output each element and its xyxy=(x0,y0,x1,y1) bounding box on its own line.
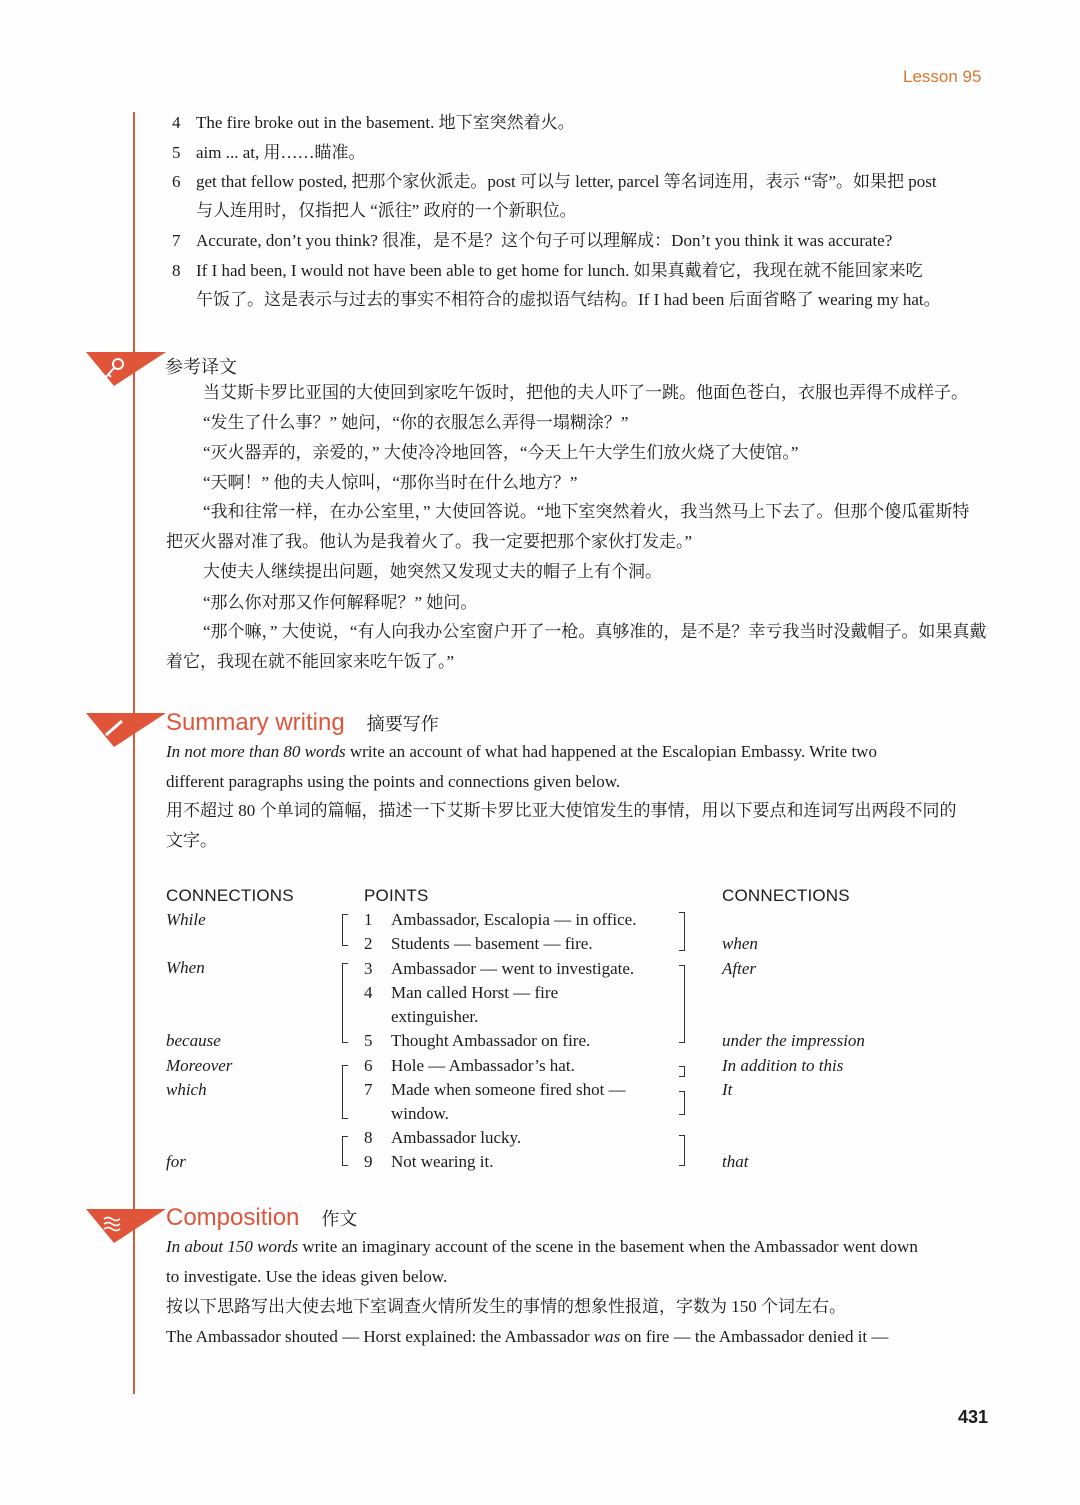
right-connection: In addition to this xyxy=(722,1056,844,1075)
note-line: If I had been, I would not have been able to get home for lunch. 如果真戴着它，我现在就不能回家来吃 xyxy=(196,261,923,280)
left-connection: because xyxy=(166,1031,221,1050)
page-number: 431 xyxy=(958,1407,989,1427)
right-connection: when xyxy=(722,934,758,953)
note-line: The fire broke out in the basement. 地下室突然着火。 xyxy=(196,113,575,132)
point-text: Hole — Ambassador’s hat. xyxy=(391,1056,575,1075)
translation-line: 大使夫人继续提出问题，她突然又发现丈夫的帽子上有个洞。 xyxy=(203,562,662,581)
left-bracket xyxy=(342,914,348,946)
point-number: 4 xyxy=(364,983,373,1002)
note-line: get that fellow posted, 把那个家伙派走。post 可以与 letter, parcel 等名词连用，表示 “寄”。如果把 post xyxy=(196,172,937,191)
summary-instruction-cn: 用不超过 80 个单词的篇幅，描述一下艾斯卡罗比亚大使馆发生的事情，用以下要点和连词写出两段不同的 xyxy=(166,801,957,820)
left-connection: While xyxy=(166,910,206,929)
summary-word-limit: In not more than 80 words xyxy=(166,742,346,761)
key-icon xyxy=(86,350,166,388)
translation-line: 把灭火器对准了我。他认为是我着火了。我一定要把那个家伙打发走。” xyxy=(166,532,693,551)
translation-line: “天啊！” 他的夫人惊叫，“那你当时在什么地方？” xyxy=(203,473,578,492)
note-number: 6 xyxy=(172,172,181,191)
point-text: Ambassador, Escalopia — in office. xyxy=(391,910,637,929)
pencil-icon xyxy=(86,711,166,749)
summary-instruction-text: write an account of what had happened at the Escalopian Embassy. Write two xyxy=(345,742,877,761)
left-connection: which xyxy=(166,1080,207,1099)
right-bracket xyxy=(679,912,685,951)
wave-icon xyxy=(86,1207,166,1245)
right-bracket xyxy=(679,965,685,1043)
note-line: 午饭了。这是表示与过去的事实不相符合的虚拟语气结构。If I had been 后面省略了 wearing my hat。 xyxy=(196,290,941,309)
point-text: Not wearing it. xyxy=(391,1152,494,1171)
point-number: 8 xyxy=(364,1128,373,1147)
composition-heading xyxy=(166,1204,357,1232)
composition-instruction-line2: to investigate. Use the ideas given below. xyxy=(166,1267,448,1286)
composition-instruction-cn: 按以下思路写出大使去地下室调查火情所发生的事情的想象性报道，字数为 150 个词左右。 xyxy=(166,1297,846,1316)
right-connection: After xyxy=(722,959,756,978)
note-line: Accurate, don’t you think? 很准，是不是？这个句子可以理解成：Don’t you think it was accurate? xyxy=(196,231,893,250)
summary-instruction-line2: different paragraphs using the points and connections given below. xyxy=(166,772,621,791)
composition-title: Composition xyxy=(166,1204,300,1231)
connections-header-left: CONNECTIONS xyxy=(166,886,294,905)
summary-instruction xyxy=(166,742,877,762)
right-bracket xyxy=(679,1135,685,1166)
left-bracket xyxy=(342,963,348,1043)
translation-line: “我和往常一样，在办公室里，” 大使回答说。“地下室突然着火，我当然马上下去了。但那个傻瓜霍斯特 xyxy=(203,502,970,521)
point-text-cont: extinguisher. xyxy=(391,1007,479,1026)
point-text: Man called Horst — fire xyxy=(391,983,559,1002)
summary-heading xyxy=(166,709,439,737)
point-number: 7 xyxy=(364,1080,373,1099)
note-line: aim ... at, 用……瞄准。 xyxy=(196,143,366,162)
translation-line: 着它，我现在就不能回家来吃午饭了。” xyxy=(166,652,455,671)
right-connection: under the impression xyxy=(722,1031,865,1050)
right-bracket xyxy=(679,1066,685,1077)
point-text: Ambassador — went to investigate. xyxy=(391,959,635,978)
note-number: 7 xyxy=(172,231,181,250)
point-number: 5 xyxy=(364,1031,373,1050)
left-connection: Moreover xyxy=(166,1056,233,1075)
point-text: Made when someone fired shot — xyxy=(391,1080,626,1099)
composition-word-limit: In about 150 words xyxy=(166,1237,299,1256)
point-text: Ambassador lucky. xyxy=(391,1128,522,1147)
lesson-label: Lesson 95 xyxy=(903,67,982,86)
point-text: Thought Ambassador on fire. xyxy=(391,1031,591,1050)
left-bracket xyxy=(342,1065,348,1119)
right-bracket xyxy=(679,1091,685,1115)
composition-instruction-text: write an imaginary account of the scene in the basement when the Ambassador went down xyxy=(298,1237,918,1256)
composition-title-cn: 作文 xyxy=(321,1209,358,1230)
translation-line: “灭火器弄的，亲爱的，” 大使冷冷地回答，“今天上午大学生们放火烧了大使馆。” xyxy=(203,443,799,462)
translation-line: 当艾斯卡罗比亚国的大使回到家吃午饭时，把他的夫人吓了一跳。他面色苍白，衣服也弄得不成样子。 xyxy=(203,383,968,402)
translation-line: “那个嘛，” 大使说，“有人向我办公室窗户开了一枪。真够准的，是不是？幸亏我当时没戴帽子。如果真戴 xyxy=(203,622,987,641)
translation-line: “那么你对那又作何解释呢？” 她问。 xyxy=(203,593,478,612)
point-number: 6 xyxy=(364,1056,373,1075)
summary-title: Summary writing xyxy=(166,709,345,736)
composition-instruction xyxy=(166,1237,918,1257)
note-line: 与人连用时，仅指把人 “派往” 政府的一个新职位。 xyxy=(196,201,577,220)
point-number: 9 xyxy=(364,1152,373,1171)
connections-header-right: CONNECTIONS xyxy=(722,886,850,905)
left-bracket xyxy=(342,1136,348,1166)
note-number: 8 xyxy=(172,261,181,280)
point-text-cont: window. xyxy=(391,1104,449,1123)
translation-line: “发生了什么事？” 她问，“你的衣服怎么弄得一塌糊涂？” xyxy=(203,413,629,432)
left-connection: for xyxy=(166,1152,186,1171)
composition-ideas-text: The Ambassador shouted — Horst explained: the Ambassador xyxy=(166,1327,594,1346)
right-connection: It xyxy=(722,1080,733,1099)
points-header: POINTS xyxy=(364,886,429,905)
summary-instruction-cn-line2: 文字。 xyxy=(166,831,217,850)
margin-rule xyxy=(133,112,135,1394)
point-number: 1 xyxy=(364,910,373,929)
translation-title: 参考译文 xyxy=(165,357,237,378)
point-number: 2 xyxy=(364,934,373,953)
composition-ideas-emphasis: was xyxy=(593,1327,621,1346)
right-connection: that xyxy=(722,1152,749,1171)
summary-title-cn: 摘要写作 xyxy=(366,714,439,735)
composition-ideas-text: on fire — the Ambassador denied it — xyxy=(620,1327,889,1346)
left-connection: When xyxy=(166,958,205,977)
note-number: 5 xyxy=(172,143,181,162)
point-number: 3 xyxy=(364,959,373,978)
note-number: 4 xyxy=(172,113,181,132)
point-text: Students — basement — fire. xyxy=(391,934,593,953)
composition-ideas xyxy=(166,1327,888,1347)
